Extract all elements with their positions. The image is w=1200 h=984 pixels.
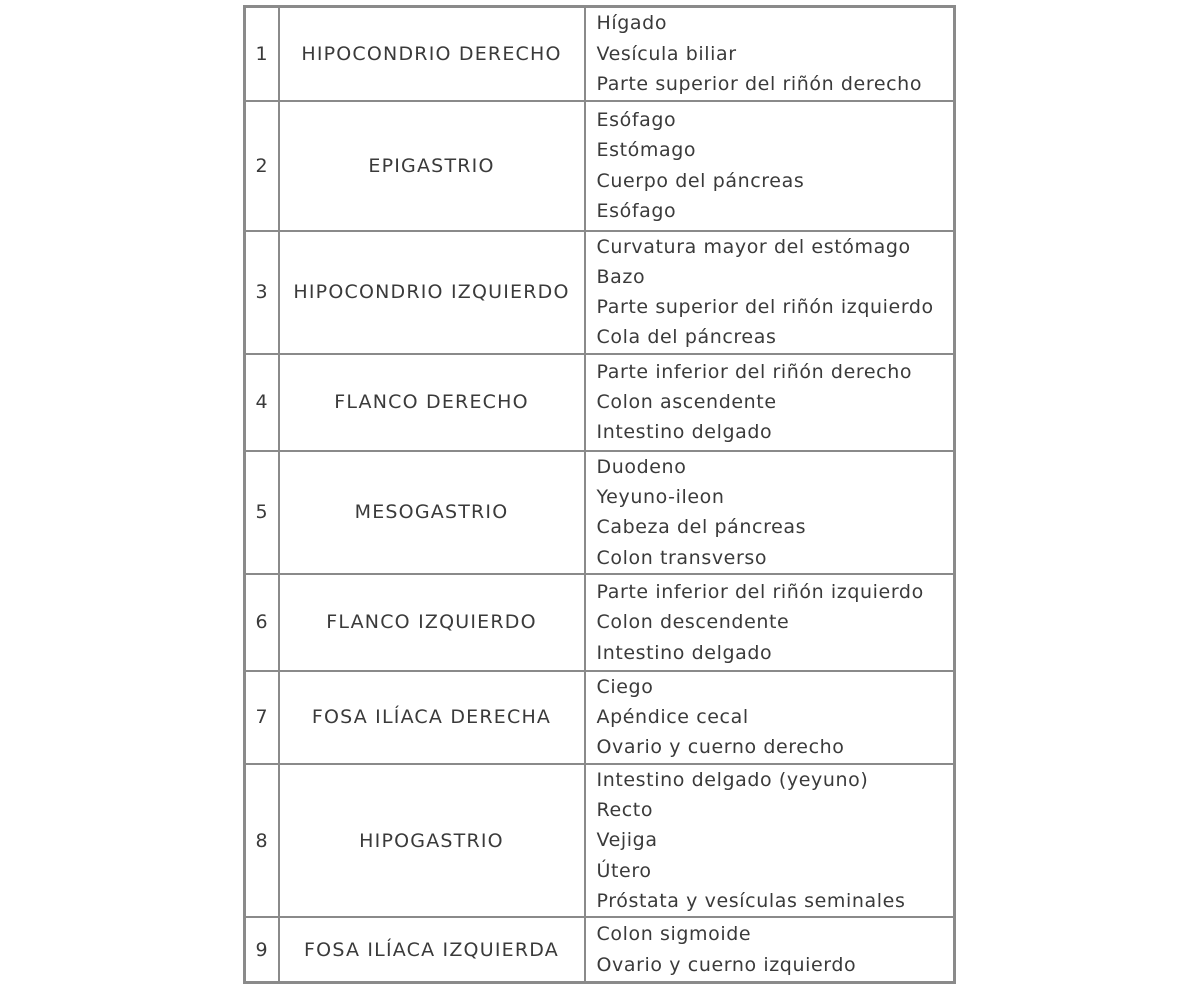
table-row: [245, 574, 955, 671]
organ-item: Parte inferior del riñón derecho: [596, 360, 913, 383]
organ-item: Colon ascendente: [596, 391, 777, 414]
organ-item: Parte superior del riñón izquierdo: [596, 296, 934, 319]
table-row: [245, 764, 955, 917]
organ-item: Yeyuno-ileon: [596, 485, 725, 508]
region-name: HIPOCONDRIO IZQUIERDO: [279, 231, 585, 354]
table-row: [245, 451, 955, 574]
region-organs: [585, 7, 955, 101]
table-row: [245, 101, 955, 231]
organ-item: Hígado: [596, 12, 668, 35]
organ-item: Ciego: [596, 675, 654, 698]
organ-item: Recto: [596, 799, 654, 822]
organ-item: Colon sigmoide: [596, 923, 752, 946]
region-organs: [585, 101, 955, 231]
region-number: 1: [245, 7, 279, 101]
organ-item: Ovario y cuerno izquierdo: [596, 953, 857, 976]
region-name: FLANCO IZQUIERDO: [279, 574, 585, 671]
organ-item: Vejiga: [596, 829, 658, 852]
table-row: [245, 917, 955, 982]
organ-item: Bazo: [596, 265, 646, 288]
organ-item: Colon transverso: [596, 546, 768, 569]
region-number: 2: [245, 101, 279, 231]
organ-item: Apéndice cecal: [596, 706, 749, 729]
organ-item: Vesícula biliar: [596, 42, 737, 65]
organ-item: Intestino delgado: [596, 641, 773, 664]
region-organs: [585, 231, 955, 354]
region-organs: [585, 917, 955, 982]
table-row: [245, 231, 955, 354]
region-organs: [585, 574, 955, 671]
organ-item: Esófago: [596, 108, 677, 131]
region-number: 4: [245, 354, 279, 451]
abdominal-regions-table: [243, 5, 956, 984]
region-number: 9: [245, 917, 279, 982]
region-name: FLANCO DERECHO: [279, 354, 585, 451]
organ-item: Útero: [596, 859, 652, 882]
table-row: [245, 7, 955, 101]
organ-item: Curvatura mayor del estómago: [596, 235, 911, 258]
organ-item: Esófago: [596, 199, 677, 222]
region-number: 3: [245, 231, 279, 354]
region-organs: [585, 354, 955, 451]
region-number: 7: [245, 671, 279, 764]
region-name: FOSA ILÍACA DERECHA: [279, 671, 585, 764]
organ-item: Intestino delgado (yeyuno): [596, 768, 869, 791]
region-number: 5: [245, 451, 279, 574]
region-number: 8: [245, 764, 279, 917]
organ-item: Ovario y cuerno derecho: [596, 736, 845, 759]
region-organs: [585, 671, 955, 764]
region-name: HIPOGASTRIO: [279, 764, 585, 917]
abdominal-regions-table-container: [243, 5, 956, 976]
region-name: MESOGASTRIO: [279, 451, 585, 574]
organ-item: Cabeza del páncreas: [596, 516, 807, 539]
region-name: EPIGASTRIO: [279, 101, 585, 231]
table-row: [245, 671, 955, 764]
organ-item: Parte superior del riñón derecho: [596, 72, 923, 95]
region-name: FOSA ILÍACA IZQUIERDA: [279, 917, 585, 982]
region-organs: [585, 451, 955, 574]
table-body: [245, 7, 955, 983]
organ-item: Cuerpo del páncreas: [596, 169, 805, 192]
region-name: HIPOCONDRIO DERECHO: [279, 7, 585, 101]
organ-item: Próstata y vesículas seminales: [596, 889, 906, 912]
region-organs: [585, 764, 955, 917]
organ-item: Parte inferior del riñón izquierdo: [596, 580, 924, 603]
organ-item: Colon descendente: [596, 611, 790, 634]
organ-item: Estómago: [596, 139, 697, 162]
organ-item: Cola del páncreas: [596, 326, 777, 349]
organ-item: Duodeno: [596, 455, 687, 478]
organ-item: Intestino delgado: [596, 421, 773, 444]
region-number: 6: [245, 574, 279, 671]
table-row: [245, 354, 955, 451]
